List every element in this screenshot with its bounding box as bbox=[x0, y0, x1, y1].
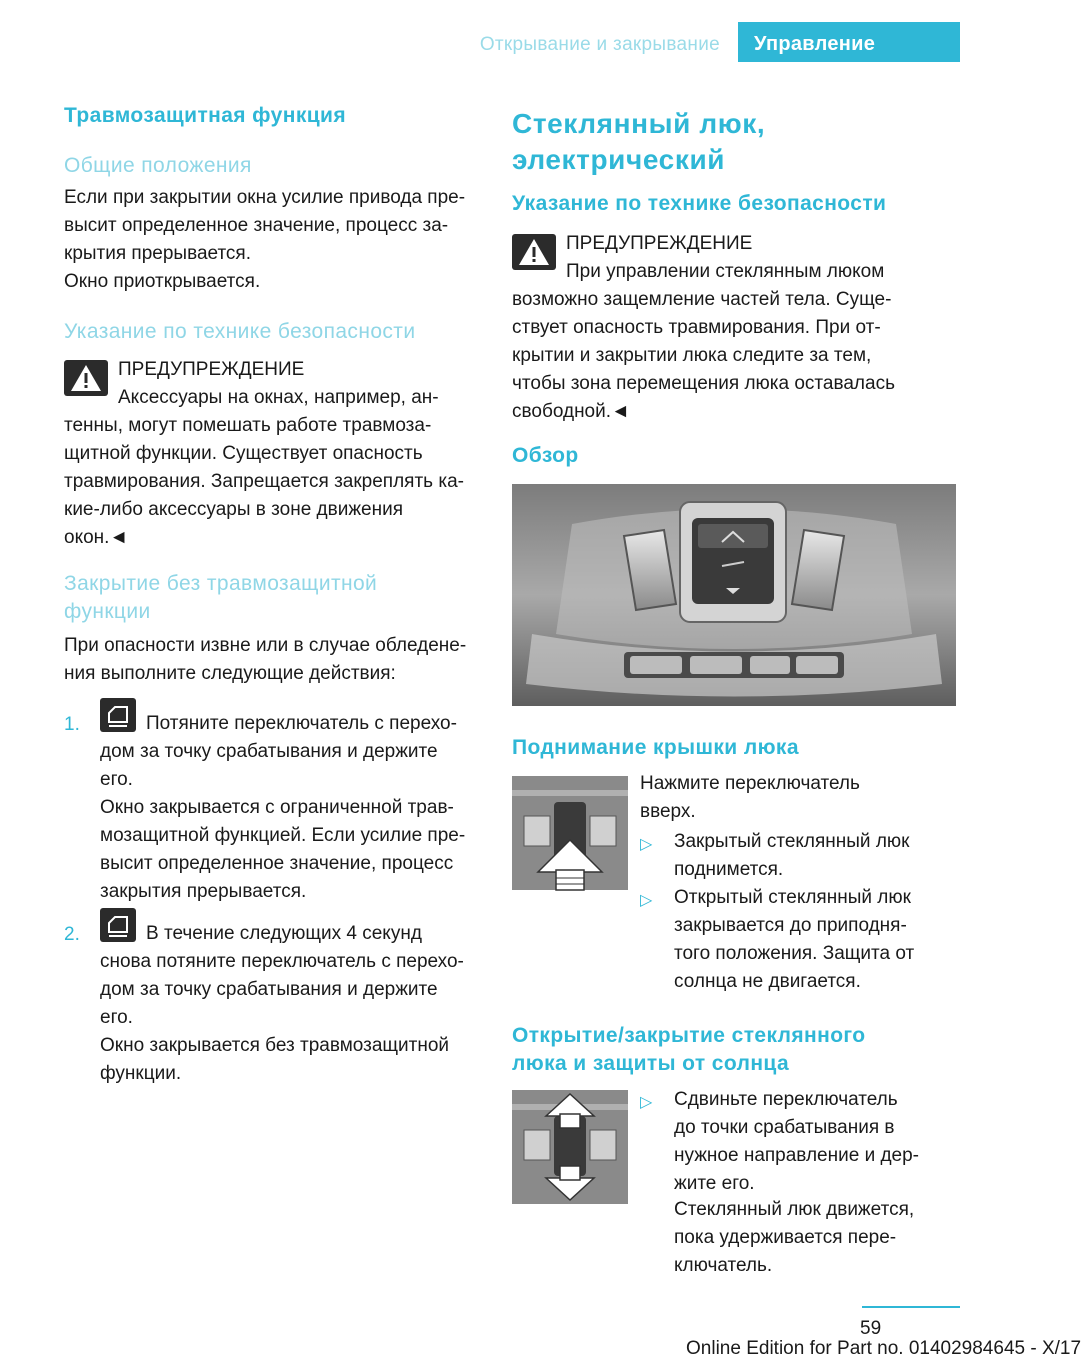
text-line: его. bbox=[100, 1007, 133, 1028]
roof-console-photo bbox=[512, 484, 956, 706]
general-heading: Общие положения bbox=[64, 154, 252, 177]
text-line: чтобы зона перемещения люка оставалась bbox=[512, 373, 895, 394]
text-line: снова потяните переключатель с перехо- bbox=[100, 951, 464, 972]
text-line: крытия прерывается. bbox=[64, 243, 252, 264]
left-safety-heading: Указание по технике безопасности bbox=[64, 320, 416, 343]
raise-bullet-2 bbox=[674, 884, 944, 996]
text-line: закрывается до приподня- bbox=[674, 915, 907, 936]
footer-accent-line bbox=[862, 1306, 960, 1308]
heading-line: функции bbox=[64, 600, 151, 623]
left-warning-text bbox=[64, 384, 484, 552]
overview-heading: Обзор bbox=[512, 444, 579, 467]
text-line: Закрытый стеклянный люк bbox=[674, 831, 910, 852]
general-paragraph-2: Окно приоткрывается. bbox=[64, 271, 261, 292]
closing-heading bbox=[64, 570, 377, 626]
text-line: дом за точку срабатывания и держите bbox=[100, 979, 438, 1000]
text-line: Потяните переключатель с перехо- bbox=[146, 713, 457, 734]
text-line: При управлении стеклянным люком bbox=[566, 261, 885, 282]
closing-intro bbox=[64, 632, 484, 688]
text-line: травмирования. Запрещается закреплять ка- bbox=[64, 471, 464, 492]
heading-line: люка и защиты от солнца bbox=[512, 1052, 790, 1075]
raise-intro bbox=[640, 770, 940, 826]
bullet-triangle-icon: ▷ bbox=[640, 892, 653, 909]
left-title: Травмозащитная функция bbox=[64, 104, 347, 127]
text-line: мозащитной функцией. Если усилие пре- bbox=[100, 825, 466, 846]
text-line: дом за точку срабатывания и держите bbox=[100, 741, 438, 762]
text-line: щитной функции. Существует опасность bbox=[64, 443, 423, 464]
right-warning-label: ПРЕДУПРЕЖДЕНИЕ bbox=[566, 233, 753, 254]
text-line: крытии и закрытии люка следите за тем, bbox=[512, 345, 872, 366]
text-line: Стеклянный люк движется, bbox=[674, 1199, 915, 1220]
text-line: закрытия прерывается. bbox=[100, 881, 307, 902]
text-line: вверх. bbox=[640, 801, 696, 822]
bullet-triangle-icon: ▷ bbox=[640, 1094, 653, 1111]
text-line: ния выполните следующие действия: bbox=[64, 663, 396, 684]
step-2-result bbox=[100, 1032, 490, 1088]
text-line: При опасности извне или в случае обледене- bbox=[64, 635, 467, 656]
text-line: ствует опасность травмирования. При от- bbox=[512, 317, 881, 338]
text-line: Открытый стеклянный люк bbox=[674, 887, 911, 908]
step-number: 2. bbox=[64, 924, 80, 945]
left-warning-label: ПРЕДУПРЕЖДЕНИЕ bbox=[118, 359, 305, 380]
text-line: окон.◄ bbox=[64, 527, 129, 548]
text-line: того положения. Защита от bbox=[674, 943, 915, 964]
footer-edition: Online Edition for Part no. 01402984645 - X/17 bbox=[686, 1338, 1081, 1359]
text-line: высит определенное значение, процесс bbox=[100, 853, 454, 874]
page-number: 59 bbox=[860, 1318, 882, 1339]
header-chapter-tab[interactable]: Управление bbox=[738, 22, 960, 62]
step-1-text bbox=[100, 710, 490, 794]
raise-heading: Поднимание крышки люка bbox=[512, 736, 799, 759]
slide-switch-photo bbox=[512, 1090, 628, 1204]
raise-switch-photo bbox=[512, 776, 628, 890]
text-line: кие-либо аксессуары в зоне движения bbox=[64, 499, 404, 520]
title-line: Стеклянный люк, bbox=[512, 108, 766, 139]
header-section-title: Открывание и закрывание bbox=[479, 34, 720, 55]
heading-line: Открытие/закрытие стеклянного bbox=[512, 1024, 866, 1047]
right-title bbox=[512, 106, 765, 178]
text-line: Аксессуары на окнах, например, ан- bbox=[118, 387, 439, 408]
heading-line: Закрытие без травмозащитной bbox=[64, 572, 378, 595]
text-line: возможно защемление частей тела. Суще- bbox=[512, 289, 892, 310]
right-safety-heading: Указание по технике безопасности bbox=[512, 192, 887, 215]
text-line: ключатель. bbox=[674, 1255, 773, 1276]
text-line: высит определенное значение, процесс за- bbox=[64, 215, 449, 236]
text-line: тенны, могут помешать работе травмоза- bbox=[64, 415, 432, 436]
text-line: Сдвиньте переключатель bbox=[674, 1089, 898, 1110]
text-line: жите его. bbox=[674, 1173, 755, 1194]
text-line: до точки срабатывания в bbox=[674, 1117, 895, 1138]
text-line: функции. bbox=[100, 1063, 182, 1084]
text-line: В течение следующих 4 секунд bbox=[146, 923, 422, 944]
step-number: 1. bbox=[64, 714, 80, 735]
step-1-result bbox=[100, 794, 490, 906]
text-line: Окно закрывается без травмозащитной bbox=[100, 1035, 450, 1056]
step-2-text bbox=[100, 920, 490, 1032]
text-line: поднимется. bbox=[674, 859, 784, 880]
open-bullet-1 bbox=[674, 1086, 944, 1198]
text-line: нужное направление и дер- bbox=[674, 1145, 920, 1166]
text-line: Окно закрывается с ограниченной трав- bbox=[100, 797, 454, 818]
raise-bullet-1 bbox=[674, 828, 944, 884]
general-paragraph bbox=[64, 184, 484, 268]
text-line: Если при закрытии окна усилие привода пре- bbox=[64, 187, 466, 208]
text-line: солнца не двигается. bbox=[674, 971, 861, 992]
bullet-triangle-icon: ▷ bbox=[640, 836, 653, 853]
right-warning-text bbox=[512, 258, 942, 426]
text-line: свободной.◄ bbox=[512, 401, 630, 422]
open-close-heading bbox=[512, 1022, 866, 1078]
title-line: электрический bbox=[512, 144, 726, 175]
open-result bbox=[674, 1196, 944, 1280]
text-line: пока удерживается пере- bbox=[674, 1227, 897, 1248]
text-line: его. bbox=[100, 769, 133, 790]
text-line: Нажмите переключатель bbox=[640, 773, 860, 794]
